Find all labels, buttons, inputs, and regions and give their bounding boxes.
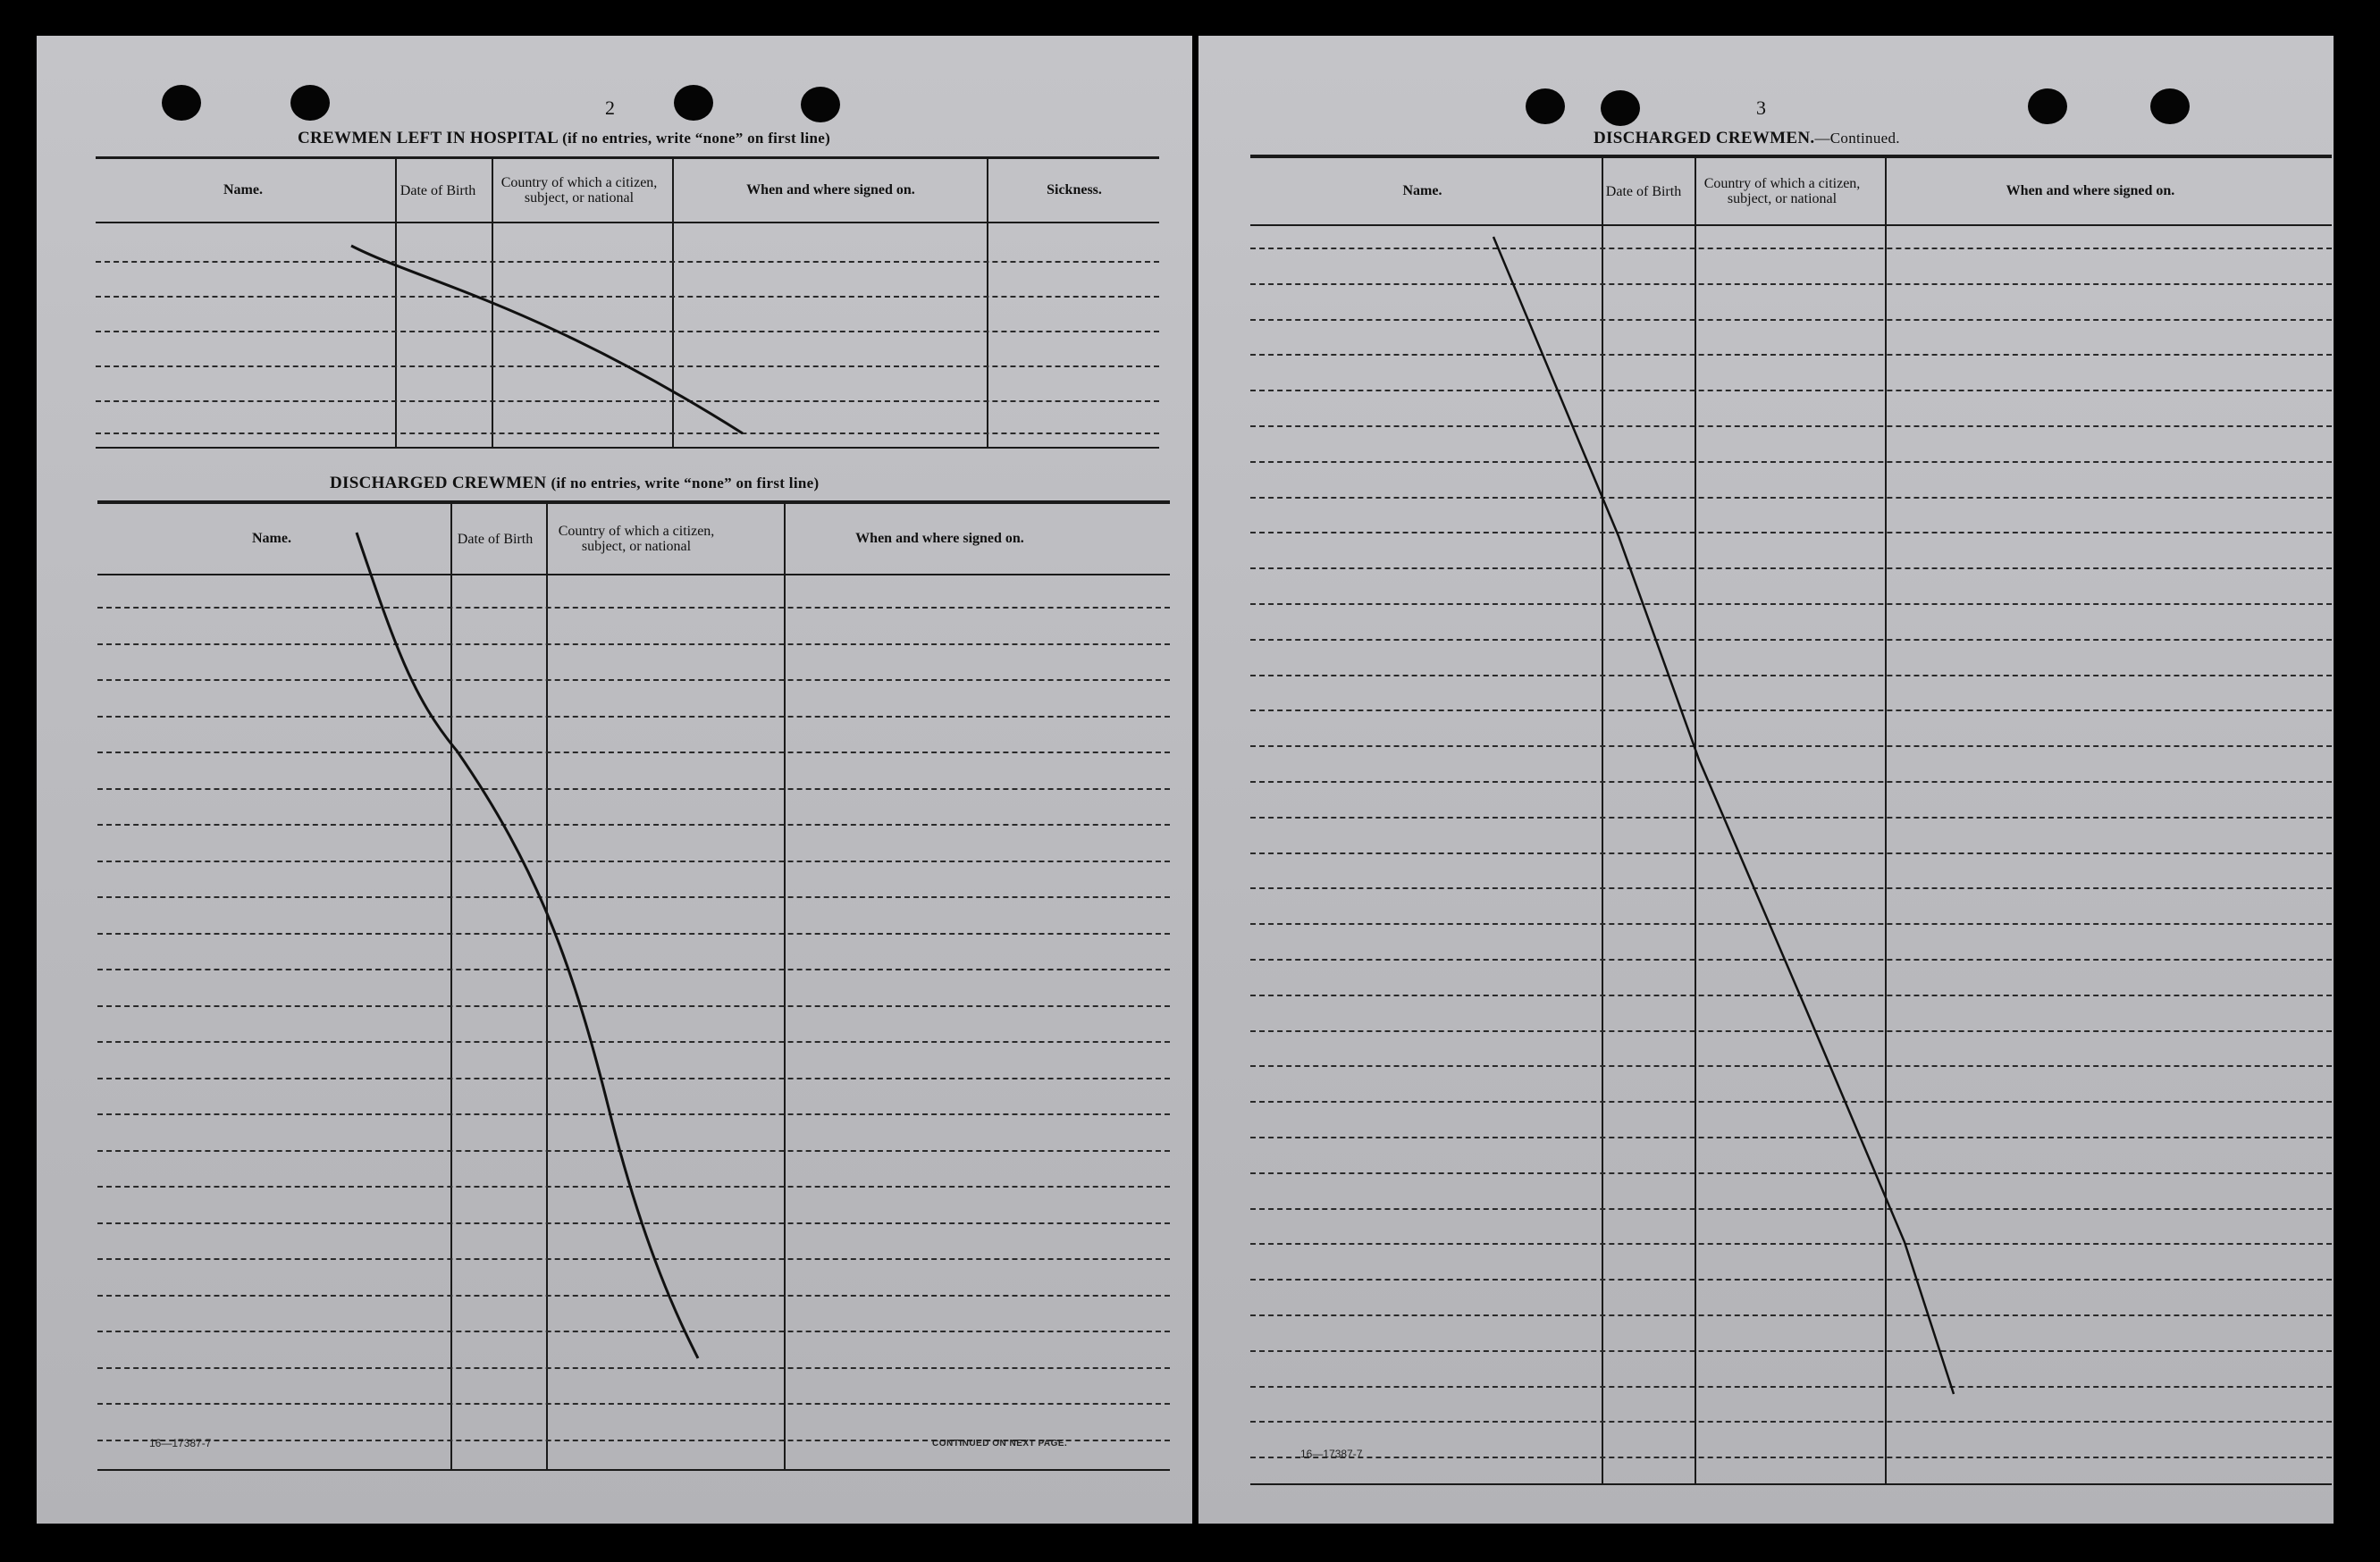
entry-line (1250, 817, 2332, 819)
column-divider (784, 504, 786, 1469)
entry-line (1250, 710, 2332, 711)
entry-line (1250, 1030, 2332, 1032)
entry-line (97, 933, 1170, 935)
column-divider (1695, 158, 1696, 1483)
entry-line (96, 365, 1159, 367)
entry-line (97, 1113, 1170, 1115)
discharged-continued-title: DISCHARGED CREWMEN.—Continued. (1594, 129, 1900, 147)
entry-line (97, 752, 1170, 753)
discharged-table-right (1250, 155, 2332, 1485)
entry-line (97, 969, 1170, 970)
entry-line (1250, 461, 2332, 463)
entry-line (1250, 1243, 2332, 1245)
column-divider (1885, 158, 1887, 1483)
column-header-name: Name. (252, 531, 291, 546)
discharged-table-header (1250, 158, 2332, 226)
entry-line (97, 1403, 1170, 1405)
entry-line (1250, 887, 2332, 889)
entry-line (97, 1078, 1170, 1079)
entry-line (1250, 959, 2332, 961)
punch-hole (2028, 88, 2067, 124)
hospital-section-title: CREWMEN LEFT IN HOSPITAL (if no entries, write “none” on first line) (298, 129, 831, 147)
entry-line (1250, 1101, 2332, 1103)
discharged-table-left (97, 500, 1170, 1471)
entry-line (1250, 603, 2332, 605)
hospital-table-header (96, 159, 1159, 223)
column-header-sickness: Sickness. (1047, 182, 1102, 197)
entry-line (97, 1005, 1170, 1007)
entry-line (96, 296, 1159, 298)
punch-hole (674, 85, 713, 121)
entry-line (1250, 1386, 2332, 1388)
entry-line (97, 1150, 1170, 1152)
column-divider (1602, 158, 1603, 1483)
entry-line (1250, 745, 2332, 747)
column-header-country: Country of which a citizen, subject, or national (558, 524, 715, 554)
entry-line (1250, 1279, 2332, 1281)
entry-line (1250, 497, 2332, 499)
column-divider (546, 504, 548, 1469)
entry-line (97, 1041, 1170, 1043)
column-divider (450, 504, 452, 1469)
entry-line (1250, 354, 2332, 356)
punch-hole (2150, 88, 2190, 124)
entry-line (1250, 532, 2332, 533)
entry-line (97, 861, 1170, 862)
entry-line (96, 432, 1159, 434)
entry-line (1250, 995, 2332, 996)
punch-hole (801, 87, 840, 122)
form-code: 16—17387-7 (1300, 1448, 1363, 1460)
entry-line (1250, 425, 2332, 427)
entry-line (1250, 283, 2332, 285)
entry-line (1250, 923, 2332, 925)
entry-line (97, 1258, 1170, 1260)
entry-line (97, 1367, 1170, 1369)
entry-line (96, 400, 1159, 402)
punch-hole (1601, 90, 1640, 126)
entry-line (97, 896, 1170, 898)
entry-line (1250, 1314, 2332, 1316)
form-code: 16—17387-7 (149, 1437, 212, 1449)
entry-line (1250, 1208, 2332, 1210)
entry-line (97, 1295, 1170, 1297)
column-header-signed-on: When and where signed on. (2006, 183, 2175, 198)
page-number: 3 (1756, 97, 1766, 119)
entry-line (97, 1331, 1170, 1332)
column-header-country: Country of which a citizen, subject, or national (500, 175, 658, 206)
entry-line (97, 643, 1170, 645)
punch-hole (290, 85, 330, 121)
right-page (1198, 36, 2334, 1524)
column-header-name: Name. (223, 182, 263, 197)
page-number: 2 (605, 97, 615, 119)
entry-line (97, 1222, 1170, 1224)
column-header-date-of-birth: Date of Birth (1605, 183, 1682, 199)
entry-line (1250, 639, 2332, 641)
column-header-signed-on: When and where signed on. (746, 182, 915, 197)
continued-note: CONTINUED ON NEXT PAGE. (932, 1439, 1068, 1449)
entry-line (1250, 1065, 2332, 1067)
punch-hole (1526, 88, 1565, 124)
column-header-country: Country of which a citizen, subject, or national (1703, 176, 1861, 206)
column-divider (672, 159, 674, 447)
entry-line (96, 261, 1159, 263)
column-header-date-of-birth: Date of Birth (457, 531, 534, 547)
column-header-name: Name. (1402, 183, 1442, 198)
entry-line (1250, 248, 2332, 249)
discharged-table-header (97, 504, 1170, 575)
entry-line (1250, 675, 2332, 676)
entry-line (96, 331, 1159, 332)
entry-line (1250, 1137, 2332, 1138)
entry-line (97, 1186, 1170, 1188)
entry-line (1250, 1172, 2332, 1174)
entry-line (97, 788, 1170, 790)
entry-line (1250, 567, 2332, 569)
column-header-signed-on: When and where signed on. (855, 531, 1024, 546)
entry-line (1250, 390, 2332, 391)
column-header-date-of-birth: Date of Birth (399, 182, 476, 198)
entry-line (97, 716, 1170, 718)
left-page (37, 36, 1192, 1524)
entry-line (1250, 1421, 2332, 1423)
punch-hole (162, 85, 201, 121)
column-divider (395, 159, 397, 447)
entry-line (97, 607, 1170, 609)
column-divider (492, 159, 493, 447)
entry-line (97, 824, 1170, 826)
column-divider (987, 159, 988, 447)
entry-line (97, 679, 1170, 681)
hospital-table (96, 156, 1159, 449)
entry-line (1250, 852, 2332, 854)
entry-line (1250, 1350, 2332, 1352)
entry-line (1250, 319, 2332, 321)
entry-line (1250, 1457, 2332, 1458)
entry-line (1250, 781, 2332, 783)
discharged-section-title: DISCHARGED CREWMEN (if no entries, write “none” on first line) (330, 474, 820, 492)
